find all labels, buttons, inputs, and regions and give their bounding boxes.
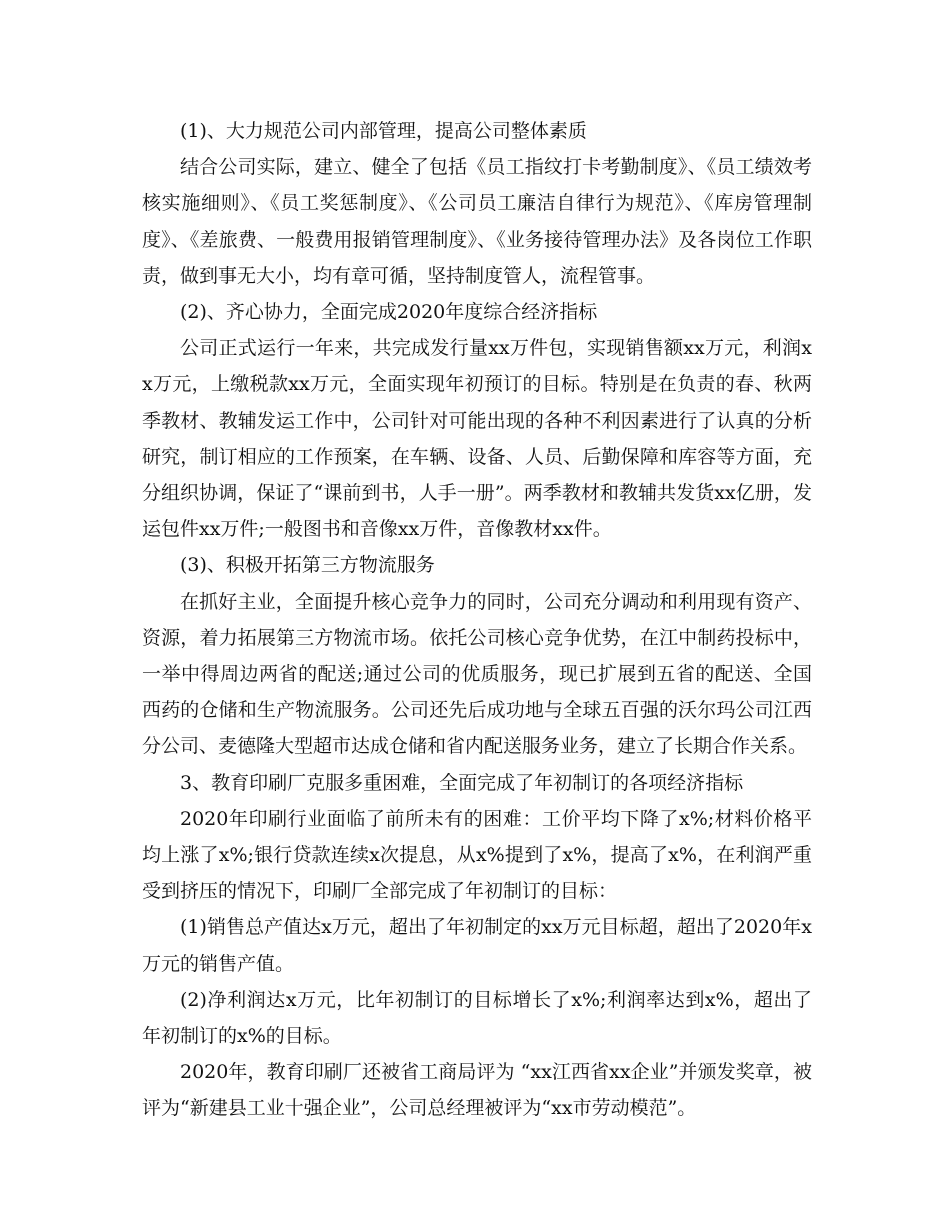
paragraph: 公司正式运行一年来，共完成发行量xx万件包，实现销售额xx万元，利润xx万元，上缴税款xx万元，全面实现年初预订的目标。特别是在负责的春、秋两季教材、教辅发运工作中，公司针对可能出现的各种不利因素进行了认真的分析研究，制订相应的工作预案，在车辆、设备、人员、后勤保障和库容等方面，充分组织协调，保证了“课前到书，人手一册”。两季教材和教辅共发货xx亿册，发运包件xx万件;一般图书和音像xx万件，音像教材xx件。: [142, 337, 812, 541]
paragraph: 结合公司实际，建立、健全了包括《员工指纹打卡考勤制度》、《员工绩效考核实施细则》、《员工奖惩制度》、《公司员工廉洁自律行为规范》、《库房管理制度》、《差旅费、一般费用报销管理制度》、《业务接待管理办法》及各岗位工作职责，做到事无大小，均有章可循，坚持制度管人，流程管事。: [142, 156, 812, 287]
section-heading: (1)、大力规范公司内部管理，提高公司整体素质: [180, 120, 587, 142]
section-heading: 3、教育印刷厂克服多重困难，全面完成了年初制订的各项经济指标: [180, 771, 744, 794]
paragraph: 2020年，教育印刷厂还被省工商局评为 “xx江西省xx企业”并颁发奖章，被评为“新建县工业十强企业”，公司总经理被评为“xx市劳动模范”。: [142, 1061, 812, 1120]
list-item: (1)销售总产值达x万元，超出了年初制定的xx万元目标超，超出了2020年x万元的销售产值。: [142, 916, 812, 975]
document-body: [142, 113, 812, 1127]
paragraph: 在抓好主业，全面提升核心竞争力的同时，公司充分调动和利用现有资产、资源，着力拓展第三方物流市场。依托公司核心竞争优势，在江中制药投标中，一举中得周边两省的配送;通过公司的优质服务，现已扩展到五省的配送、全国西药的仓储和生产物流服务。公司还先后成功地与全球五百强的沃尔玛公司江西分公司、麦德隆大型超市达成仓储和省内配送服务业务，建立了长期合作关系。: [142, 590, 812, 758]
section-heading: (3)、积极开拓第三方物流服务: [180, 554, 435, 577]
section-heading: (2)、齐心协力，全面完成2020年度综合经济指标: [180, 301, 598, 324]
list-item: (2)净利润达x万元，比年初制订的目标增长了x%;利润率达到x%，超出了年初制订的x%的目标。: [142, 988, 812, 1048]
paragraph: 2020年印刷行业面临了前所未有的困难：工价平均下降了x%;材料价格平均上涨了x%;银行贷款连续x次提息，从x%提到了x%，提高了x%，在利润严重受到挤压的情况下，印刷厂全部完成了年初制订的目标：: [142, 807, 812, 903]
